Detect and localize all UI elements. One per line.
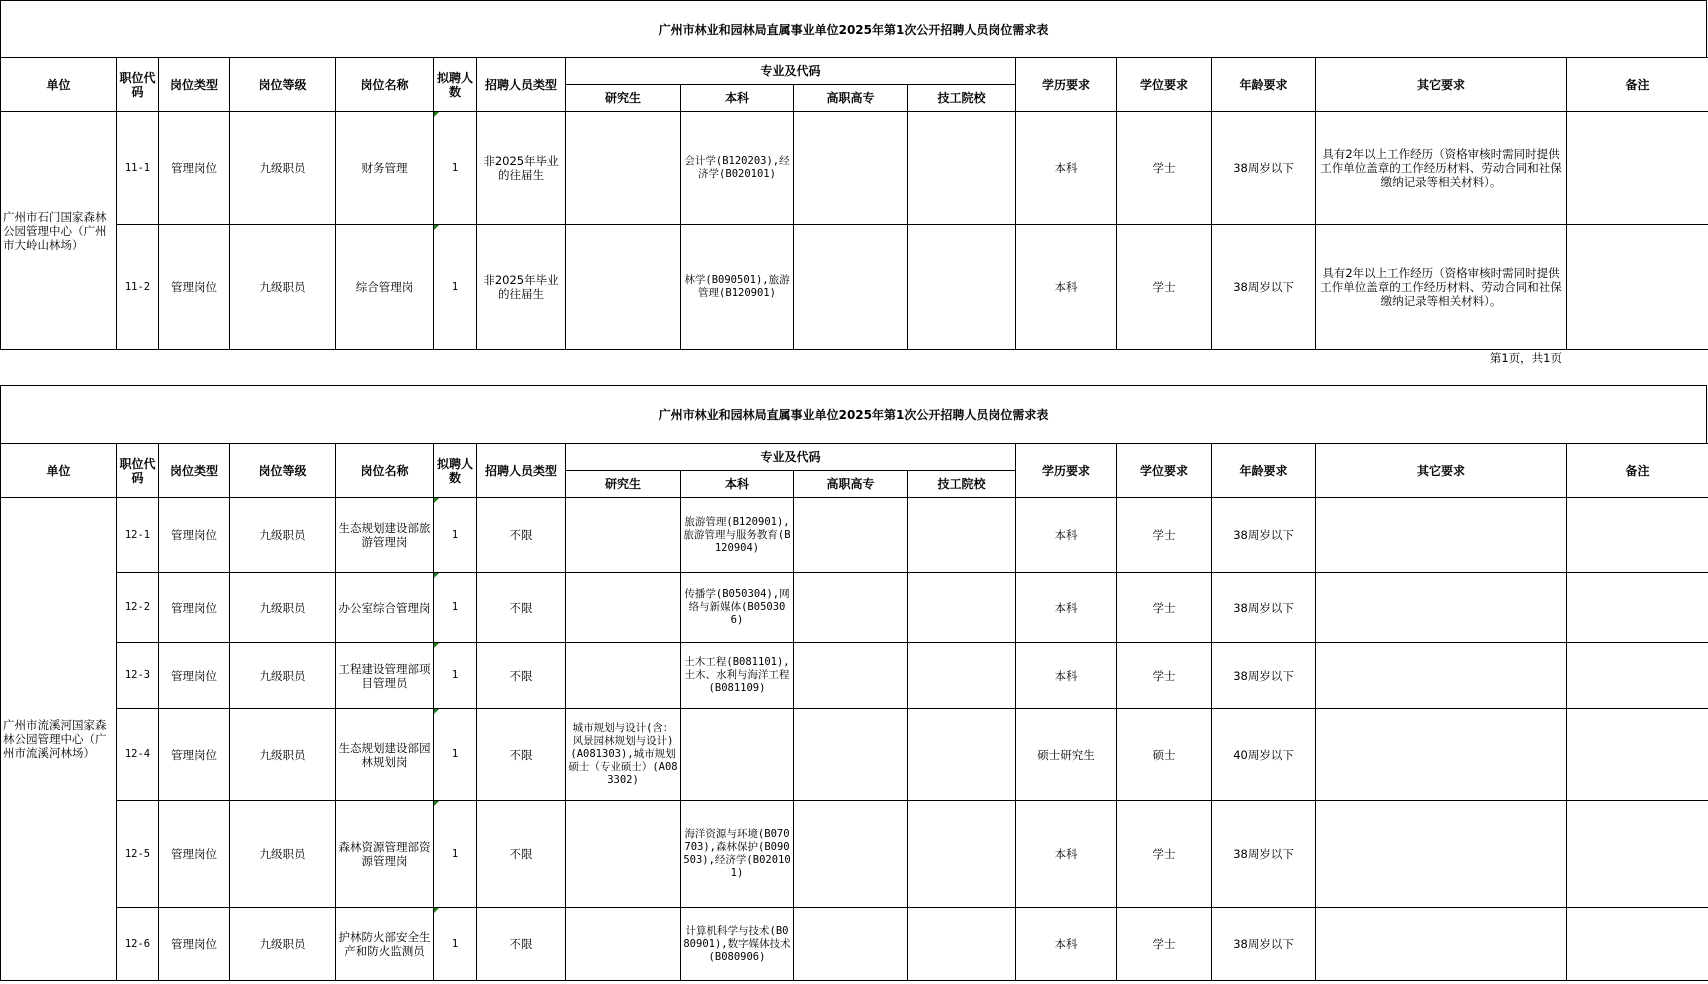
post-level-cell: 九级职员 <box>230 112 336 225</box>
header-row <box>1 444 1708 471</box>
remark-cell <box>1567 225 1708 350</box>
count-cell: 1 <box>434 225 477 350</box>
count-cell: 1 <box>434 908 477 981</box>
post-name-cell: 工程建设管理部项目管理员 <box>336 643 434 709</box>
header-post-name: 岗位名称 <box>336 444 434 498</box>
remark-cell <box>1567 908 1708 981</box>
bachelor-cell: 旅游管理(B120901),旅游管理与服务教育(B120904) <box>681 498 794 573</box>
bachelor-cell: 计算机科学与技术(B080901),数字媒体技术(B080906) <box>681 908 794 981</box>
technical-cell <box>908 112 1016 225</box>
recruit-type-cell: 非2025年毕业的往届生 <box>477 225 566 350</box>
code-cell: 11-2 <box>117 225 159 350</box>
header-technical: 技工院校 <box>908 471 1016 498</box>
post-level-cell: 九级职员 <box>230 643 336 709</box>
header-age: 年龄要求 <box>1212 58 1316 112</box>
college-cell <box>794 112 908 225</box>
degree-cell: 学士 <box>1117 498 1212 573</box>
bachelor-cell: 会计学(B120203),经济学(B020101) <box>681 112 794 225</box>
count-cell: 1 <box>434 801 477 908</box>
college-cell <box>794 573 908 643</box>
table-row <box>1 643 1708 709</box>
graduate-cell <box>566 225 681 350</box>
degree-cell: 硕士 <box>1117 709 1212 801</box>
post-name-cell: 综合管理岗 <box>336 225 434 350</box>
post-name-cell: 护林防火部安全生产和防火监测员 <box>336 908 434 981</box>
other-cell <box>1316 498 1567 573</box>
age-cell: 38周岁以下 <box>1212 112 1316 225</box>
post-type-cell: 管理岗位 <box>159 643 230 709</box>
degree-cell: 学士 <box>1117 573 1212 643</box>
recruit-type-cell: 非2025年毕业的往届生 <box>477 112 566 225</box>
requirements-table-2 <box>0 443 1708 981</box>
technical-cell <box>908 573 1016 643</box>
unit-cell: 广州市石门国家森林公园管理中心（广州市大岭山林场） <box>1 112 117 350</box>
education-cell: 硕士研究生 <box>1016 709 1117 801</box>
header-college: 高职高专 <box>794 471 908 498</box>
bachelor-cell: 海洋资源与环境(B070703),森林保护(B090503),经济学(B020101) <box>681 801 794 908</box>
post-name-cell: 财务管理 <box>336 112 434 225</box>
other-cell <box>1316 643 1567 709</box>
header-major-group: 专业及代码 <box>566 444 1016 471</box>
count-cell: 1 <box>434 709 477 801</box>
header-degree: 学位要求 <box>1117 58 1212 112</box>
recruit-type-cell: 不限 <box>477 709 566 801</box>
post-type-cell: 管理岗位 <box>159 498 230 573</box>
post-type-cell: 管理岗位 <box>159 112 230 225</box>
education-cell: 本科 <box>1016 498 1117 573</box>
bachelor-cell: 传播学(B050304),网络与新媒体(B050306) <box>681 573 794 643</box>
post-type-cell: 管理岗位 <box>159 573 230 643</box>
bachelor-cell <box>681 709 794 801</box>
graduate-cell <box>566 908 681 981</box>
header-recruit-type: 招聘人员类型 <box>477 444 566 498</box>
college-cell <box>794 801 908 908</box>
other-cell: 具有2年以上工作经历（资格审核时需同时提供工作单位盖章的工作经历材料、劳动合同和社保缴纳记录等相关材料）。 <box>1316 112 1567 225</box>
header-post-type: 岗位类型 <box>159 58 230 112</box>
age-cell: 38周岁以下 <box>1212 498 1316 573</box>
code-cell: 12-1 <box>117 498 159 573</box>
recruit-type-cell: 不限 <box>477 801 566 908</box>
table-row <box>1 498 1708 573</box>
graduate-cell <box>566 112 681 225</box>
count-cell: 1 <box>434 643 477 709</box>
degree-cell: 学士 <box>1117 643 1212 709</box>
recruit-type-cell: 不限 <box>477 643 566 709</box>
header-remark: 备注 <box>1567 444 1708 498</box>
header-graduate: 研究生 <box>566 85 681 112</box>
header-unit: 单位 <box>1 444 117 498</box>
degree-cell: 学士 <box>1117 112 1212 225</box>
post-type-cell: 管理岗位 <box>159 801 230 908</box>
table-row <box>1 225 1708 350</box>
table-row <box>1 908 1708 981</box>
college-cell <box>794 225 908 350</box>
header-code: 职位代码 <box>117 444 159 498</box>
graduate-cell <box>566 573 681 643</box>
code-cell: 11-1 <box>117 112 159 225</box>
technical-cell <box>908 643 1016 709</box>
bachelor-cell: 林学(B090501),旅游管理(B120901) <box>681 225 794 350</box>
college-cell <box>794 908 908 981</box>
header-other: 其它要求 <box>1316 58 1567 112</box>
header-college: 高职高专 <box>794 85 908 112</box>
bachelor-cell: 土木工程(B081101),土木、水利与海洋工程(B081109) <box>681 643 794 709</box>
graduate-cell <box>566 643 681 709</box>
table-title-2 <box>0 385 1707 443</box>
technical-cell <box>908 709 1016 801</box>
age-cell: 38周岁以下 <box>1212 801 1316 908</box>
count-cell: 1 <box>434 498 477 573</box>
degree-cell: 学士 <box>1117 801 1212 908</box>
header-major-group: 专业及代码 <box>566 58 1016 85</box>
other-cell <box>1316 801 1567 908</box>
post-level-cell: 九级职员 <box>230 801 336 908</box>
header-graduate: 研究生 <box>566 471 681 498</box>
header-bachelor: 本科 <box>681 85 794 112</box>
table-row <box>1 573 1708 643</box>
table-title-text: 广州市林业和园林局直属事业单位2025年第1次公开招聘人员岗位需求表 <box>658 22 1049 37</box>
other-cell <box>1316 573 1567 643</box>
post-name-cell: 生态规划建设部园林规划岗 <box>336 709 434 801</box>
post-name-cell: 森林资源管理部资源管理岗 <box>336 801 434 908</box>
count-cell: 1 <box>434 112 477 225</box>
age-cell: 40周岁以下 <box>1212 709 1316 801</box>
post-level-cell: 九级职员 <box>230 709 336 801</box>
education-cell: 本科 <box>1016 643 1117 709</box>
age-cell: 38周岁以下 <box>1212 573 1316 643</box>
code-cell: 12-6 <box>117 908 159 981</box>
header-degree: 学位要求 <box>1117 444 1212 498</box>
education-cell: 本科 <box>1016 112 1117 225</box>
unit-cell: 广州市流溪河国家森林公园管理中心（广州市流溪河林场） <box>1 498 117 981</box>
remark-cell <box>1567 573 1708 643</box>
degree-cell: 学士 <box>1117 908 1212 981</box>
post-type-cell: 管理岗位 <box>159 225 230 350</box>
header-row <box>1 58 1708 85</box>
graduate-cell: 城市规划与设计(含：风景园林规划与设计)(A081303),城市规划硕士（专业硕士）(A083302) <box>566 709 681 801</box>
college-cell <box>794 498 908 573</box>
post-name-cell: 办公室综合管理岗 <box>336 573 434 643</box>
header-post-level: 岗位等级 <box>230 58 336 112</box>
page-footer <box>0 349 1708 367</box>
header-bachelor: 本科 <box>681 471 794 498</box>
education-cell: 本科 <box>1016 908 1117 981</box>
age-cell: 38周岁以下 <box>1212 643 1316 709</box>
education-cell: 本科 <box>1016 801 1117 908</box>
header-other: 其它要求 <box>1316 444 1567 498</box>
table-row <box>1 709 1708 801</box>
table-row <box>1 112 1708 225</box>
technical-cell <box>908 498 1016 573</box>
code-cell: 12-5 <box>117 801 159 908</box>
education-cell: 本科 <box>1016 573 1117 643</box>
post-level-cell: 九级职员 <box>230 573 336 643</box>
page-number: 第1页，共1页 <box>1489 351 1562 365</box>
post-name-cell: 生态规划建设部旅游管理岗 <box>336 498 434 573</box>
other-cell: 具有2年以上工作经历（资格审核时需同时提供工作单位盖章的工作经历材料、劳动合同和社保缴纳记录等相关材料）。 <box>1316 225 1567 350</box>
header-unit: 单位 <box>1 58 117 112</box>
header-age: 年龄要求 <box>1212 444 1316 498</box>
remark-cell <box>1567 643 1708 709</box>
table-title-1 <box>0 0 1707 57</box>
technical-cell <box>908 801 1016 908</box>
graduate-cell <box>566 498 681 573</box>
header-education: 学历要求 <box>1016 444 1117 498</box>
college-cell <box>794 709 908 801</box>
post-type-cell: 管理岗位 <box>159 908 230 981</box>
header-education: 学历要求 <box>1016 58 1117 112</box>
count-cell: 1 <box>434 573 477 643</box>
remark-cell <box>1567 801 1708 908</box>
header-recruit-type: 招聘人员类型 <box>477 58 566 112</box>
recruit-type-cell: 不限 <box>477 498 566 573</box>
technical-cell <box>908 225 1016 350</box>
post-type-cell: 管理岗位 <box>159 709 230 801</box>
other-cell <box>1316 908 1567 981</box>
header-post-level: 岗位等级 <box>230 444 336 498</box>
degree-cell: 学士 <box>1117 225 1212 350</box>
other-cell <box>1316 709 1567 801</box>
age-cell: 38周岁以下 <box>1212 225 1316 350</box>
post-level-cell: 九级职员 <box>230 225 336 350</box>
header-post-name: 岗位名称 <box>336 58 434 112</box>
header-count: 拟聘人数 <box>434 444 477 498</box>
header-count: 拟聘人数 <box>434 58 477 112</box>
technical-cell <box>908 908 1016 981</box>
remark-cell <box>1567 498 1708 573</box>
header-remark: 备注 <box>1567 58 1708 112</box>
table-row <box>1 801 1708 908</box>
post-level-cell: 九级职员 <box>230 498 336 573</box>
remark-cell <box>1567 112 1708 225</box>
post-level-cell: 九级职员 <box>230 908 336 981</box>
code-cell: 12-3 <box>117 643 159 709</box>
header-technical: 技工院校 <box>908 85 1016 112</box>
table-title-text: 广州市林业和园林局直属事业单位2025年第1次公开招聘人员岗位需求表 <box>658 408 1049 422</box>
requirements-table-1 <box>0 57 1708 350</box>
education-cell: 本科 <box>1016 225 1117 350</box>
recruit-type-cell: 不限 <box>477 573 566 643</box>
code-cell: 12-2 <box>117 573 159 643</box>
remark-cell <box>1567 709 1708 801</box>
recruit-type-cell: 不限 <box>477 908 566 981</box>
code-cell: 12-4 <box>117 709 159 801</box>
header-post-type: 岗位类型 <box>159 444 230 498</box>
header-code: 职位代码 <box>117 58 159 112</box>
graduate-cell <box>566 801 681 908</box>
age-cell: 38周岁以下 <box>1212 908 1316 981</box>
college-cell <box>794 643 908 709</box>
